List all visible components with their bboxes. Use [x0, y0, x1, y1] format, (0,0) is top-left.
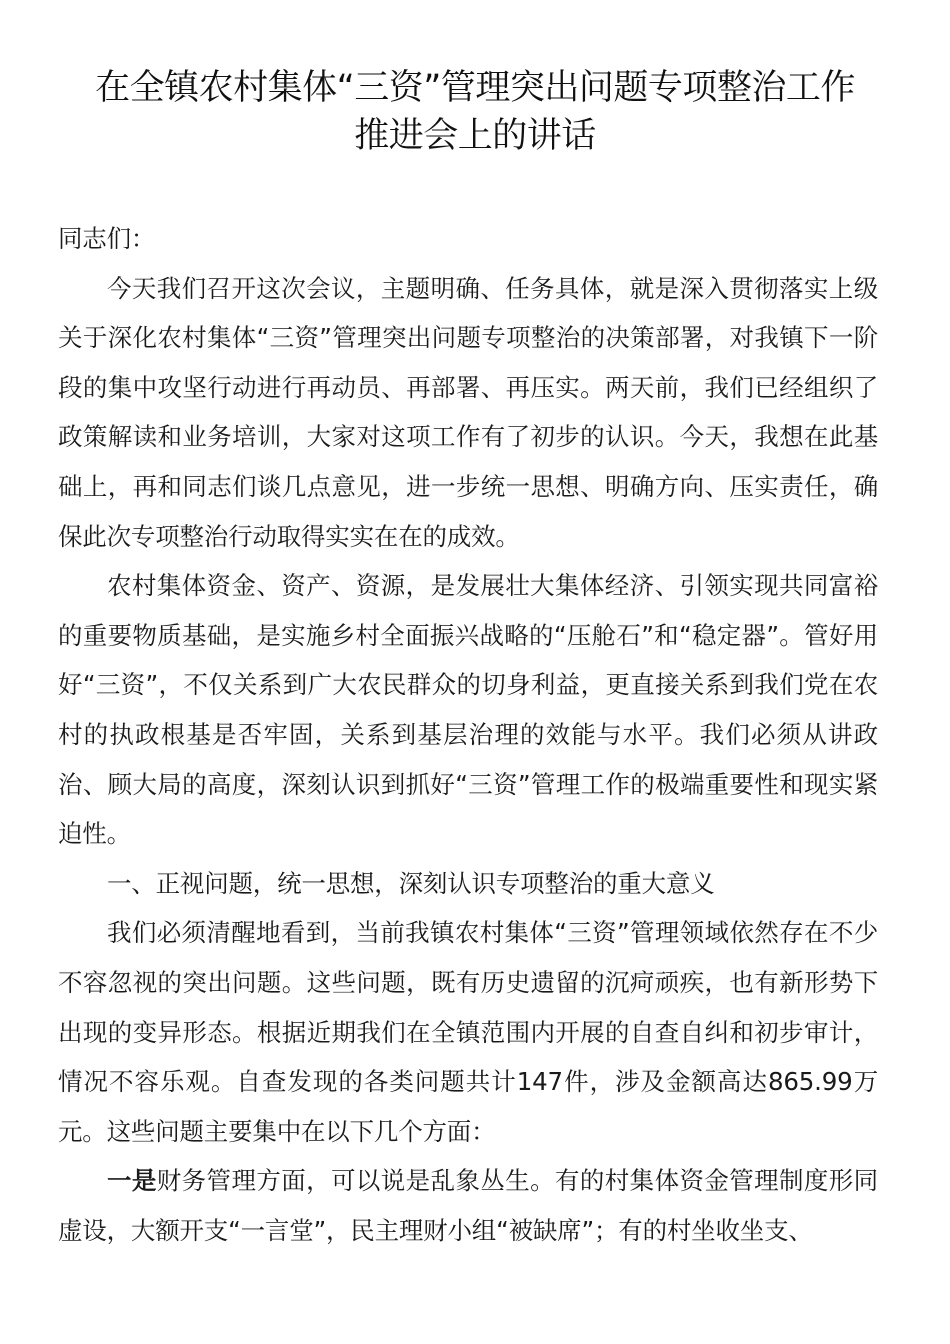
paragraph-intro: 今天我们召开这次会议，主题明确、任务具体，就是深入贯彻落实上级关于深化农村集体“三资”管理突出问题专项整治的决策部署，对我镇下一阶段的集中攻坚行动进行再动员、再部署、再压实。两天前，我们已经组织了政策解读和业务培训，大家对这项工作有了初步的认识。今天，我想在此基础上，再和同志们谈几点意见，进一步统一思想、明确方向、压实责任，确保此次专项整治行动取得实实在在的成效。	[58, 273, 878, 551]
section-heading-1: 一、正视问题，统一思想，深刻认识专项整治的重大意义	[107, 868, 715, 898]
speech-body	[58, 214, 878, 1255]
paragraph-point-one	[58, 1156, 878, 1255]
page-title	[40, 64, 910, 160]
paragraph-issues: 我们必须清醒地看到，当前我镇农村集体“三资”管理领域依然存在不少不容忽视的突出问题。这些问题，既有历史遗留的沉疴顽疾，也有新形势下出现的变异形态。根据近期我们在全镇范围内开展的自查自纠和初步审计，情况不容乐观。自查发现的各类问题共计147件，涉及金额高达865.99万元。这些问题主要集中在以下几个方面：	[58, 918, 878, 1146]
point-one-lead: 一是	[107, 1166, 157, 1196]
point-one-text: 财务管理方面，可以说是乱象丛生。有的村集体资金管理制度形同虚设，大额开支“一言堂”，民主理财小组“被缺席”；有的村坐收坐支、	[58, 1166, 878, 1245]
greeting: 同志们：	[58, 224, 156, 253]
paragraph-importance: 农村集体资金、资产、资源，是发展壮大集体经济、引领实现共同富裕的重要物质基础，是实施乡村全面振兴战略的“压舱石”和“稳定器”。管好用好“三资”，不仅关系到广大农民群众的切身利益，更直接关系到我们党在农村的执政根基是否牢固，关系到基层治理的效能与水平。我们必须从讲政治、顾大局的高度，深刻认识到抓好“三资”管理工作的极端重要性和现实紧迫性。	[58, 571, 878, 849]
title-line-2: 推进会上的讲话	[354, 116, 596, 156]
title-line-1: 在全镇农村集体“三资”管理突出问题专项整治工作	[95, 68, 855, 108]
